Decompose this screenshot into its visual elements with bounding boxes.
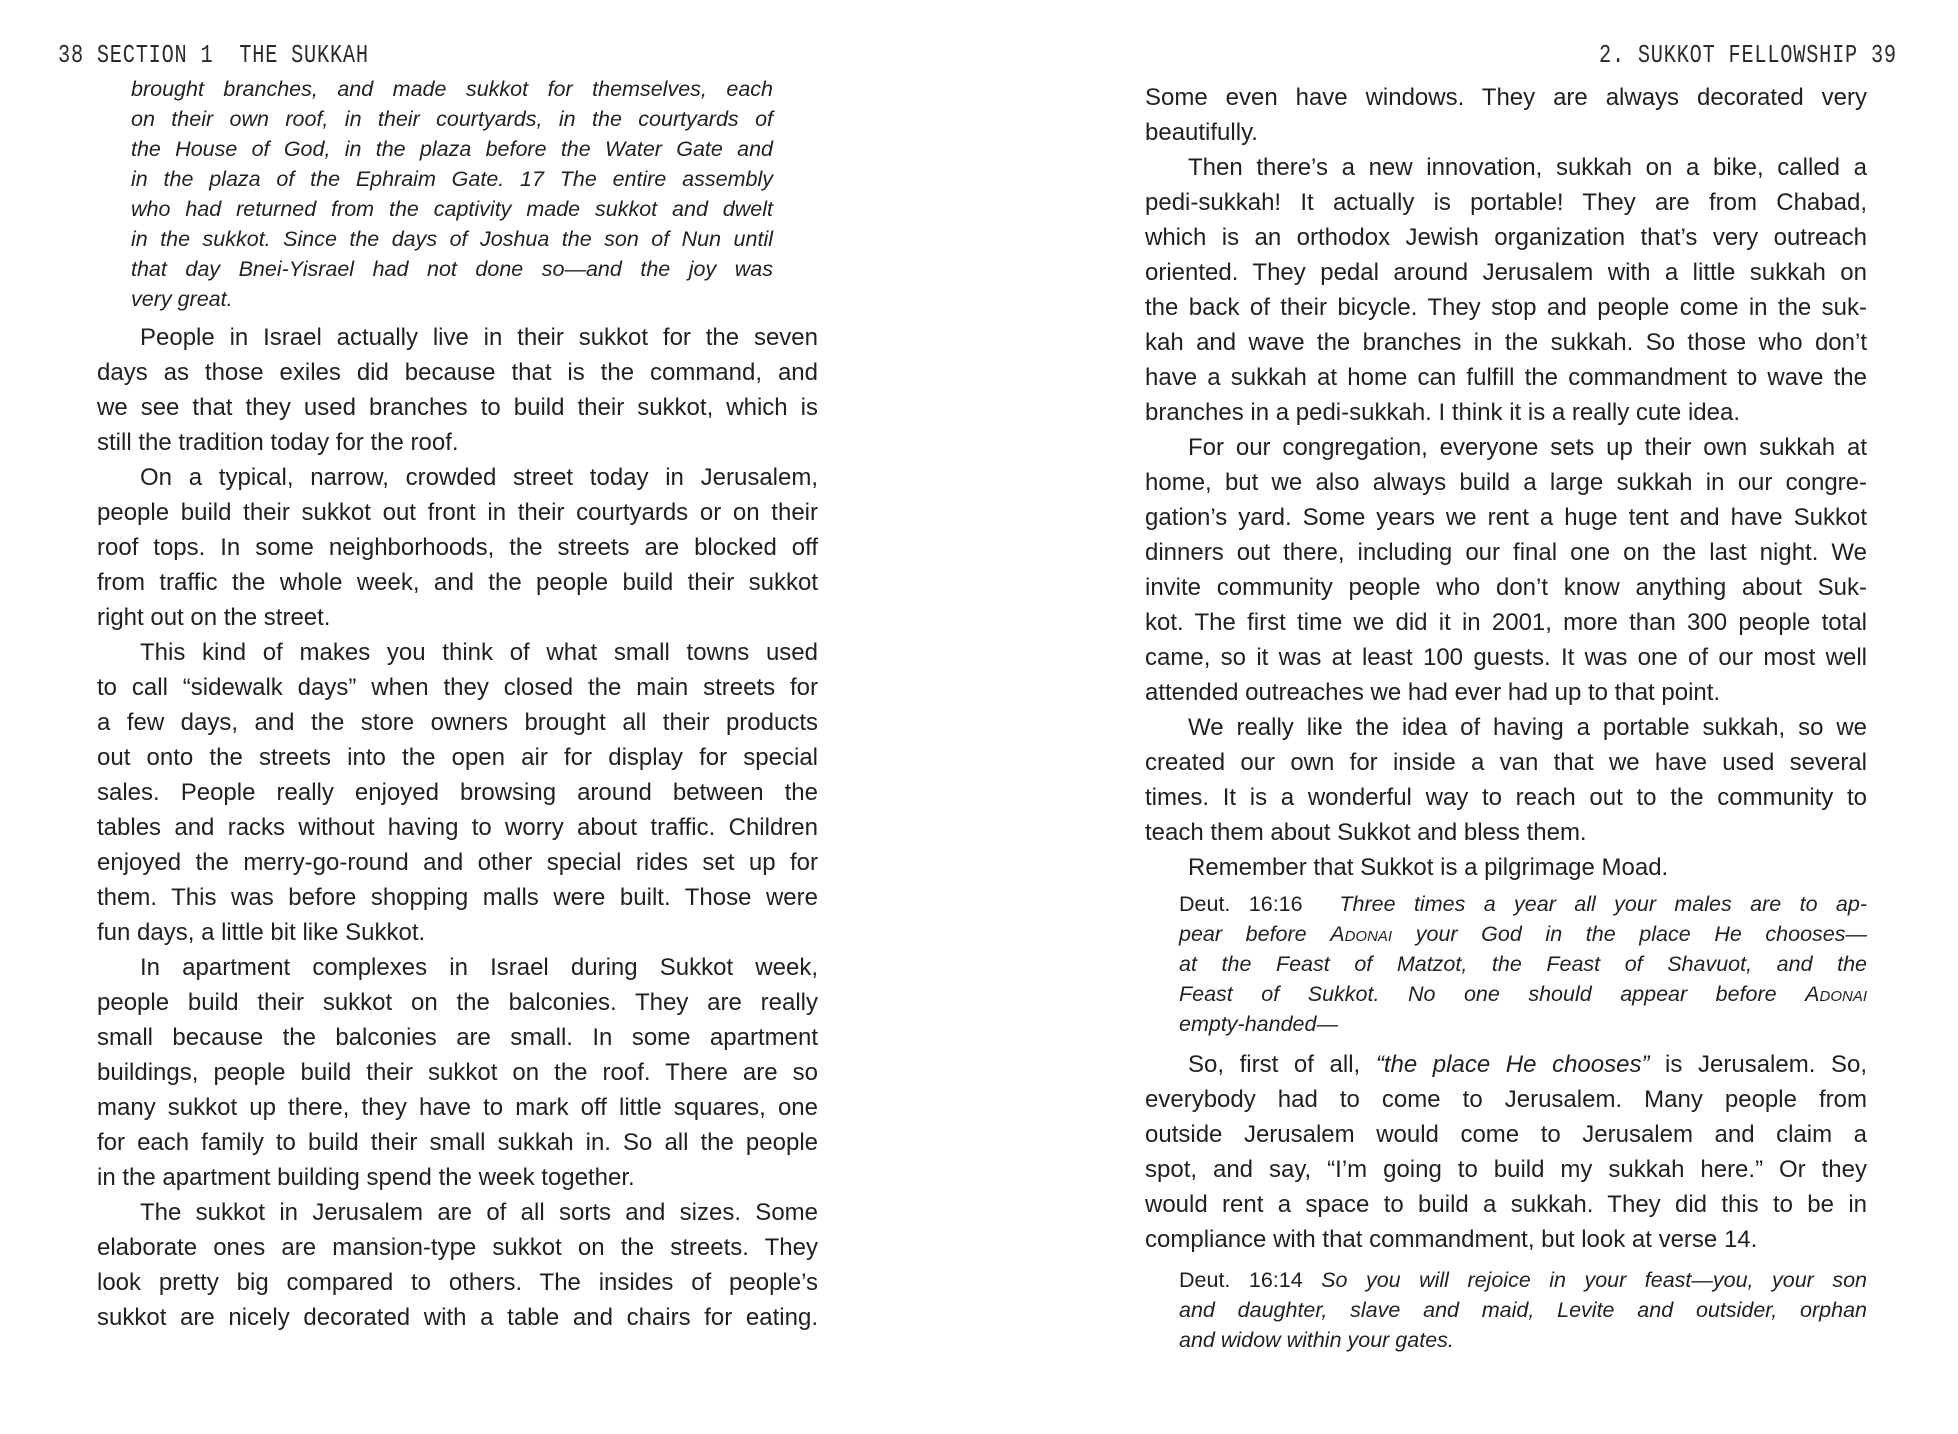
text-line: enjoyed the merry-go-round and other special rides set up for bbox=[97, 849, 818, 876]
verse-text: Feast of Sukkot. No one should appear before bbox=[1179, 982, 1806, 1006]
text-line: kot. The first time we did it in 2001, more than 300 people total bbox=[1145, 609, 1867, 636]
text-line: oriented. They pedal around Jerusalem with a little sukkah on bbox=[1145, 259, 1867, 286]
text-line: would rent a space to build a sukkah. They did this to be in bbox=[1145, 1191, 1867, 1218]
text-line: For our congregation, everyone sets up their own sukkah at bbox=[1188, 434, 1867, 461]
text-line: we see that they used branches to build their sukkot, which is bbox=[97, 394, 818, 421]
text-line: out onto the streets into the open air for display for special bbox=[97, 744, 818, 771]
text-line: people build their sukkot on the balconies. They are really bbox=[97, 989, 818, 1016]
text-line: for each family to build their small sukkah in. So all the people bbox=[97, 1129, 818, 1156]
divine-name: Adonai bbox=[1330, 922, 1393, 946]
text-line: outside Jerusalem would come to Jerusalem and claim a bbox=[1145, 1121, 1867, 1148]
verse-line: that day Bnei-Yisrael had not done so—and the joy was bbox=[131, 257, 773, 281]
text-line: attended outreaches we had ever had up to that point. bbox=[1145, 679, 1721, 706]
text-line: kah and wave the branches in the sukkah. So those who don’t bbox=[1145, 329, 1867, 356]
scripture-quote-deut-16-16 bbox=[1179, 889, 1867, 1039]
verse-line: very great. bbox=[131, 287, 233, 311]
text-line: teach them about Sukkot and bless them. bbox=[1145, 819, 1587, 846]
text-line: People in Israel actually live in their sukkot for the seven bbox=[140, 324, 818, 351]
text-line: a few days, and the store owners brought all their products bbox=[97, 709, 818, 736]
text-line: Remember that Sukkot is a pilgrimage Moad. bbox=[1188, 854, 1669, 881]
text-line: In apartment complexes in Israel during Sukkot week, bbox=[140, 954, 818, 981]
right-running-head: 2. SUKKOT FELLOWSHIP 39 bbox=[1599, 40, 1897, 70]
verse-line: in the plaza of the Ephraim Gate. 17 The entire assembly bbox=[131, 167, 773, 191]
right-text-column bbox=[1145, 80, 1867, 1355]
verse-line bbox=[1179, 1265, 1867, 1295]
verse-text: Three times a year all your males are to ap- bbox=[1339, 892, 1868, 916]
text-line: have a sukkah at home can fulfill the commandment to wave the bbox=[1145, 364, 1867, 391]
text-line: beautifully. bbox=[1145, 119, 1258, 146]
text-line: from traffic the whole week, and the people build their sukkot bbox=[97, 569, 818, 596]
text-line: The sukkot in Jerusalem are of all sorts and sizes. Some bbox=[140, 1199, 818, 1226]
text-line: sukkot are nicely decorated with a table and chairs for eating. bbox=[97, 1304, 818, 1331]
text-line: dinners out there, including our final one on the last night. We bbox=[1145, 539, 1867, 566]
verse-line: brought branches, and made sukkot for themselves, each bbox=[131, 77, 773, 101]
text-line: them. This was before shopping malls were built. Those were bbox=[97, 884, 818, 911]
verse-text: pear before bbox=[1179, 922, 1331, 946]
verse-line bbox=[1179, 889, 1867, 919]
text-line: buildings, people build their sukkot on the roof. There are so bbox=[97, 1059, 818, 1086]
text-line: came, so it was at least 100 guests. It was one of our most well bbox=[1145, 644, 1867, 671]
verse-reference: Deut. 16:14 bbox=[1179, 1268, 1303, 1292]
paragraph-windows bbox=[1145, 80, 1867, 150]
text-run: is Jerusalem. So, bbox=[1649, 1051, 1868, 1078]
text-line: right out on the street. bbox=[97, 604, 331, 631]
verse-line: the House of God, in the plaza before the Water Gate and bbox=[131, 137, 773, 161]
text-line: days as those exiles did because that is the command, and bbox=[97, 359, 818, 386]
text-line: spot, and say, “I’m going to build my sukkah here.” Or they bbox=[1145, 1156, 1867, 1183]
text-line: We really like the idea of having a portable sukkah, so we bbox=[1188, 714, 1867, 741]
text-line: invite community people who don’t know anything about Suk- bbox=[1145, 574, 1867, 601]
text-line: Some even have windows. They are always decorated very bbox=[1145, 84, 1867, 111]
paragraph-portable-sukkah bbox=[1145, 710, 1867, 850]
text-line: everybody had to come to Jerusalem. Many people from bbox=[1145, 1086, 1867, 1113]
verse-line: and daughter, slave and maid, Levite and outsider, orphan bbox=[1179, 1298, 1867, 1322]
verse-line: in the sukkot. Since the days of Joshua the son of Nun until bbox=[131, 227, 773, 251]
divine-name: Adonai bbox=[1805, 982, 1867, 1006]
paragraph-sorts-and-sizes bbox=[97, 1195, 818, 1335]
text-line: tables and racks without having to worry about traffic. Children bbox=[97, 814, 818, 841]
verse-line: and widow within your gates. bbox=[1179, 1328, 1454, 1352]
text-line: compliance with that commandment, but look at verse 14. bbox=[1145, 1226, 1758, 1253]
text-line: to call “sidewalk days” when they closed the main streets for bbox=[97, 674, 818, 701]
text-line: many sukkot up there, they have to mark off little squares, one bbox=[97, 1094, 818, 1121]
text-line: times. It is a wonderful way to reach out to the community to bbox=[1145, 784, 1867, 811]
text-line: still the tradition today for the roof. bbox=[97, 429, 459, 456]
verse-reference: Deut. 16:16 bbox=[1179, 892, 1303, 916]
text-line: gation’s yard. Some years we rent a huge tent and have Sukkot bbox=[1145, 504, 1867, 531]
text-line: pedi-sukkah! It actually is portable! They are from Chabad, bbox=[1145, 189, 1867, 216]
text-line: which is an orthodox Jewish organization that’s very outreach bbox=[1145, 224, 1867, 251]
verse-line: at the Feast of Matzot, the Feast of Shavuot, and the bbox=[1179, 952, 1867, 976]
text-line: home, but we also always build a large sukkah in our congre- bbox=[1145, 469, 1867, 496]
text-line: roof tops. In some neighborhoods, the streets are blocked off bbox=[97, 534, 818, 561]
verse-text: your God in the place He chooses— bbox=[1392, 922, 1868, 946]
text-line: small because the balconies are small. In some apartment bbox=[97, 1024, 818, 1051]
verse-text: So you will rejoice in your feast—you, your son bbox=[1321, 1268, 1867, 1292]
paragraph-sidewalk-days bbox=[97, 635, 818, 950]
paragraph-people-in-israel bbox=[97, 320, 818, 460]
text-line: in the apartment building spend the week together. bbox=[97, 1164, 635, 1191]
text-line: On a typical, narrow, crowded street today in Jerusalem, bbox=[140, 464, 818, 491]
text-line: Then there’s a new innovation, sukkah on a bike, called a bbox=[1188, 154, 1867, 181]
paragraph-pedi-sukkah bbox=[1145, 150, 1867, 430]
left-text-column bbox=[97, 74, 818, 1335]
paragraph-typical-street bbox=[97, 460, 818, 635]
text-run: So, first of all, bbox=[1188, 1051, 1376, 1078]
text-line: elaborate ones are mansion-type sukkot on the streets. They bbox=[97, 1234, 818, 1261]
text-line: fun days, a little bit like Sukkot. bbox=[97, 919, 426, 946]
text-line: This kind of makes you think of what small towns used bbox=[140, 639, 818, 666]
verse-line: empty-handed— bbox=[1179, 1012, 1338, 1036]
text-line: sales. People really enjoyed browsing around between the bbox=[97, 779, 818, 806]
verse-line: who had returned from the captivity made sukkot and dwelt bbox=[131, 197, 773, 221]
left-running-head: 38 SECTION 1 THE SUKKAH bbox=[58, 40, 369, 70]
quoted-phrase: “the place He chooses” bbox=[1375, 1051, 1650, 1078]
paragraph-apartment-complexes bbox=[97, 950, 818, 1195]
text-line: branches in a pedi-sukkah. I think it is a really cute idea. bbox=[1145, 399, 1740, 426]
verse-line bbox=[1179, 979, 1867, 1009]
text-line: look pretty big compared to others. The insides of people’s bbox=[97, 1269, 818, 1296]
text-line: the back of their bicycle. They stop and people come in the suk- bbox=[1145, 294, 1867, 321]
paragraph-congregation bbox=[1145, 430, 1867, 710]
scripture-quote-deut-16-14 bbox=[1179, 1265, 1867, 1355]
text-line: people build their sukkot out front in their courtyards or on their bbox=[97, 499, 818, 526]
paragraph-place-he-chooses bbox=[1145, 1047, 1867, 1257]
verse-line: on their own roof, in their courtyards, in the courtyards of bbox=[131, 107, 773, 131]
verse-line bbox=[1179, 919, 1867, 949]
text-line: created our own for inside a van that we have used several bbox=[1145, 749, 1867, 776]
text-line bbox=[1145, 1047, 1867, 1082]
paragraph-pilgrimage bbox=[1145, 850, 1867, 885]
scripture-quote-continuation bbox=[131, 74, 773, 314]
